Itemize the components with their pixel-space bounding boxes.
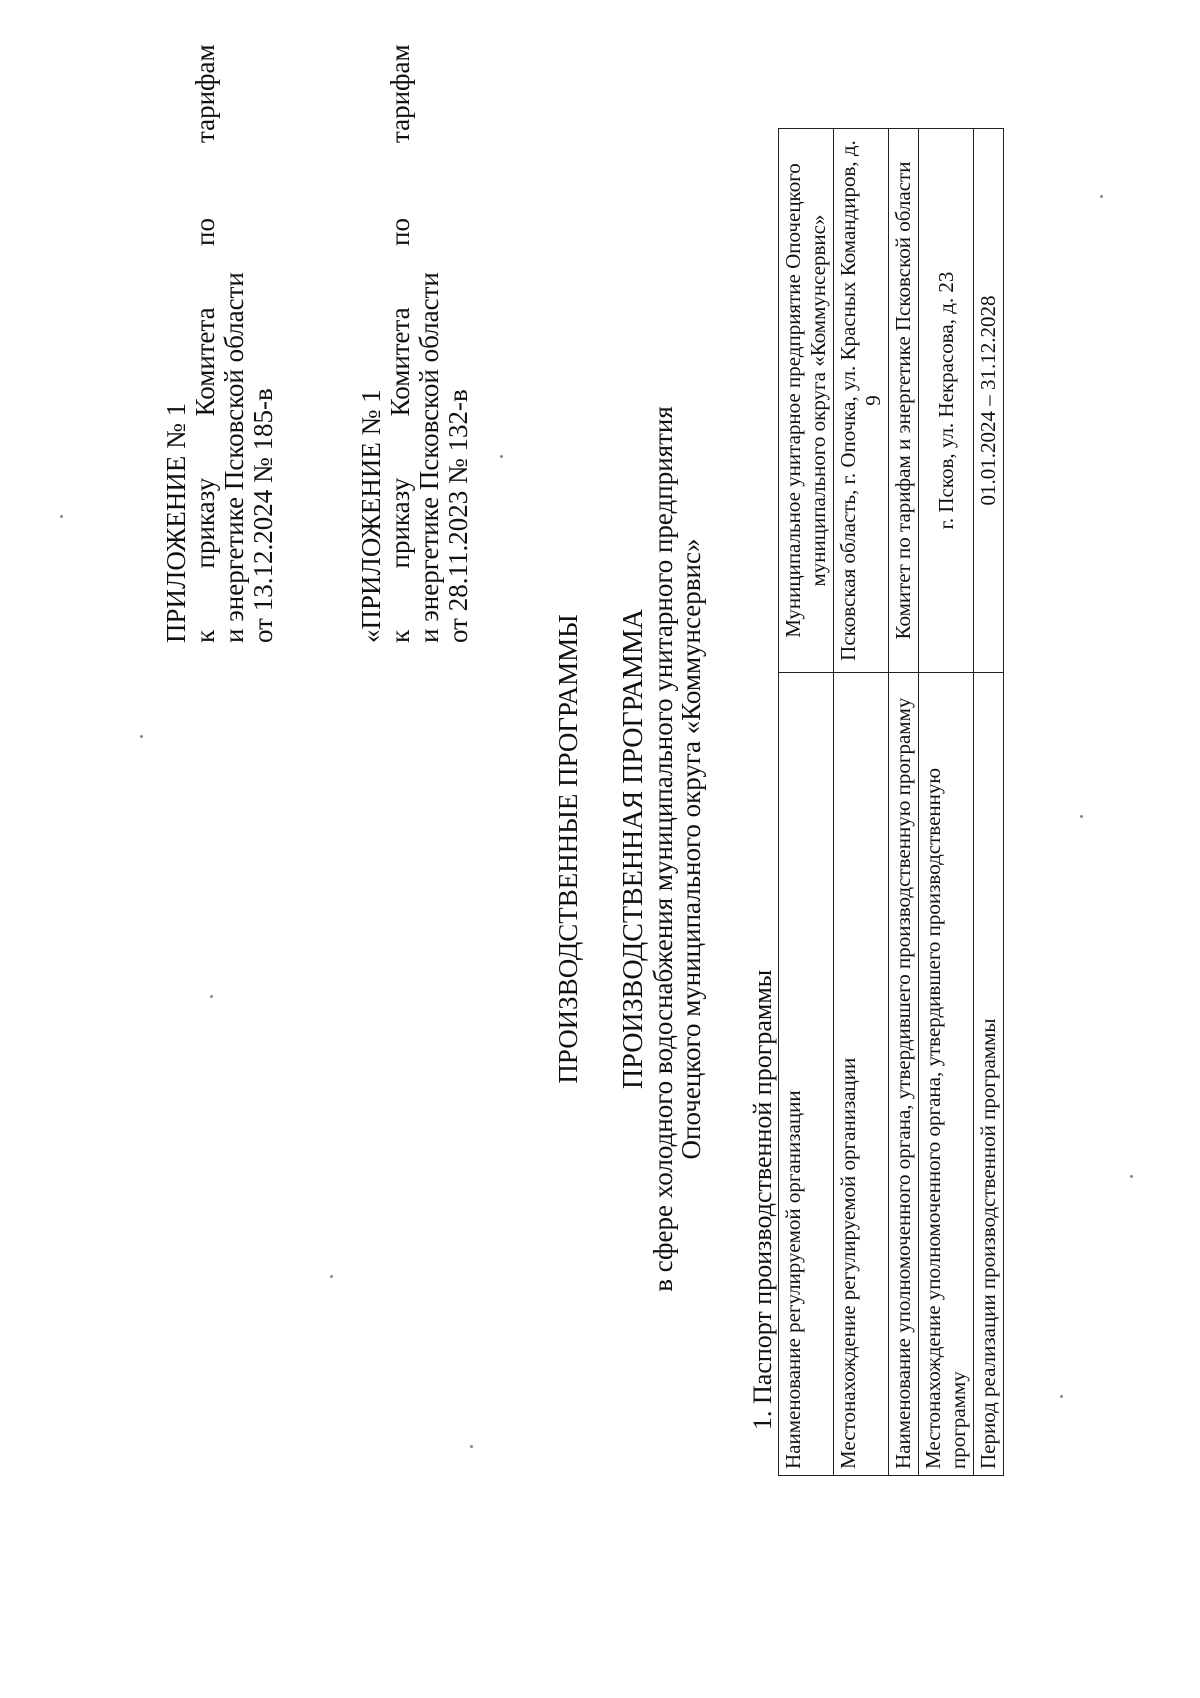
scan-speck: [140, 735, 143, 738]
section-title: 1. Паспорт производственной программы: [748, 969, 777, 1430]
appendix-word-tail: тарифам: [385, 44, 415, 143]
appendix-order-line: [191, 218, 220, 643]
row-label: Наименование уполномоченного органа, утвердившего производственную программу: [889, 673, 919, 1476]
scan-speck: [1060, 1395, 1063, 1398]
scan-speck: [500, 455, 503, 458]
main-heading: ПРОИЗВОДСТВЕННЫЕ ПРОГРАММЫ: [553, 614, 583, 1084]
row-label: Местонахождение регулируемой организации: [834, 673, 889, 1476]
scan-speck: [210, 995, 213, 998]
appendix-word: по: [385, 218, 415, 246]
appendix-title: «ПРИЛОЖЕНИЕ № 1: [356, 389, 386, 643]
appendix-word: к: [190, 629, 220, 643]
appendix-order-line: [386, 218, 415, 643]
appendix-word: к: [385, 629, 415, 643]
row-value: 01.01.2024 – 31.12.2028: [974, 129, 1004, 673]
table-row: [889, 129, 919, 1476]
row-label: Период реализации производственной программы: [974, 673, 1004, 1476]
program-subtitle: Опочецкого муниципального округа «Коммунсервис»: [676, 538, 706, 1160]
appendix-word: приказу: [190, 477, 220, 569]
scan-speck: [470, 1445, 473, 1448]
scan-speck: [1100, 195, 1103, 198]
program-subtitle: в сфере холодного водоснабжения муниципального унитарного предприятия: [648, 406, 678, 1292]
row-value: Псковская область, г. Опочка, ул. Красных Командиров, д. 9: [834, 129, 889, 673]
appendix-word-tail: тарифам: [190, 44, 220, 143]
scan-speck: [60, 515, 63, 518]
row-value: Комитет по тарифам и энергетике Псковской области: [889, 129, 919, 673]
appendix-order-number: от 13.12.2024 № 185-в: [248, 388, 278, 643]
row-label: Местонахождение уполномоченного органа, утвердившего производственную программу: [919, 673, 974, 1476]
appendix-word: по: [190, 218, 220, 246]
appendix-word: Комитета: [385, 307, 415, 417]
program-title: ПРОИЗВОДСТВЕННАЯ ПРОГРАММА: [618, 609, 649, 1089]
scan-speck: [330, 1275, 333, 1278]
table-row: [974, 129, 1004, 1476]
row-label: Наименование регулируемой организации: [779, 673, 834, 1476]
row-value: г. Псков, ул. Некрасова, д. 23: [919, 129, 974, 673]
appendix-word: Комитета: [190, 307, 220, 417]
table-row: [919, 129, 974, 1476]
appendix-title: ПРИЛОЖЕНИЕ № 1: [161, 402, 191, 643]
passport-table: [778, 128, 1004, 1476]
scan-speck: [1130, 1175, 1133, 1178]
appendix-current: [161, 44, 278, 643]
appendix-committee-line: и энергетике Псковской области: [414, 272, 444, 643]
appendix-word: приказу: [385, 477, 415, 569]
table-row: [834, 129, 889, 1476]
appendix-previous: [356, 44, 473, 643]
appendix-order-number: от 28.11.2023 № 132-в: [443, 389, 473, 643]
table-row: [779, 129, 834, 1476]
appendix-committee-line: и энергетике Псковской области: [219, 272, 249, 643]
row-value: Муниципальное унитарное предприятие Опочецкого муниципального округа «Коммунсервис»: [779, 129, 834, 673]
scan-speck: [1080, 815, 1083, 818]
